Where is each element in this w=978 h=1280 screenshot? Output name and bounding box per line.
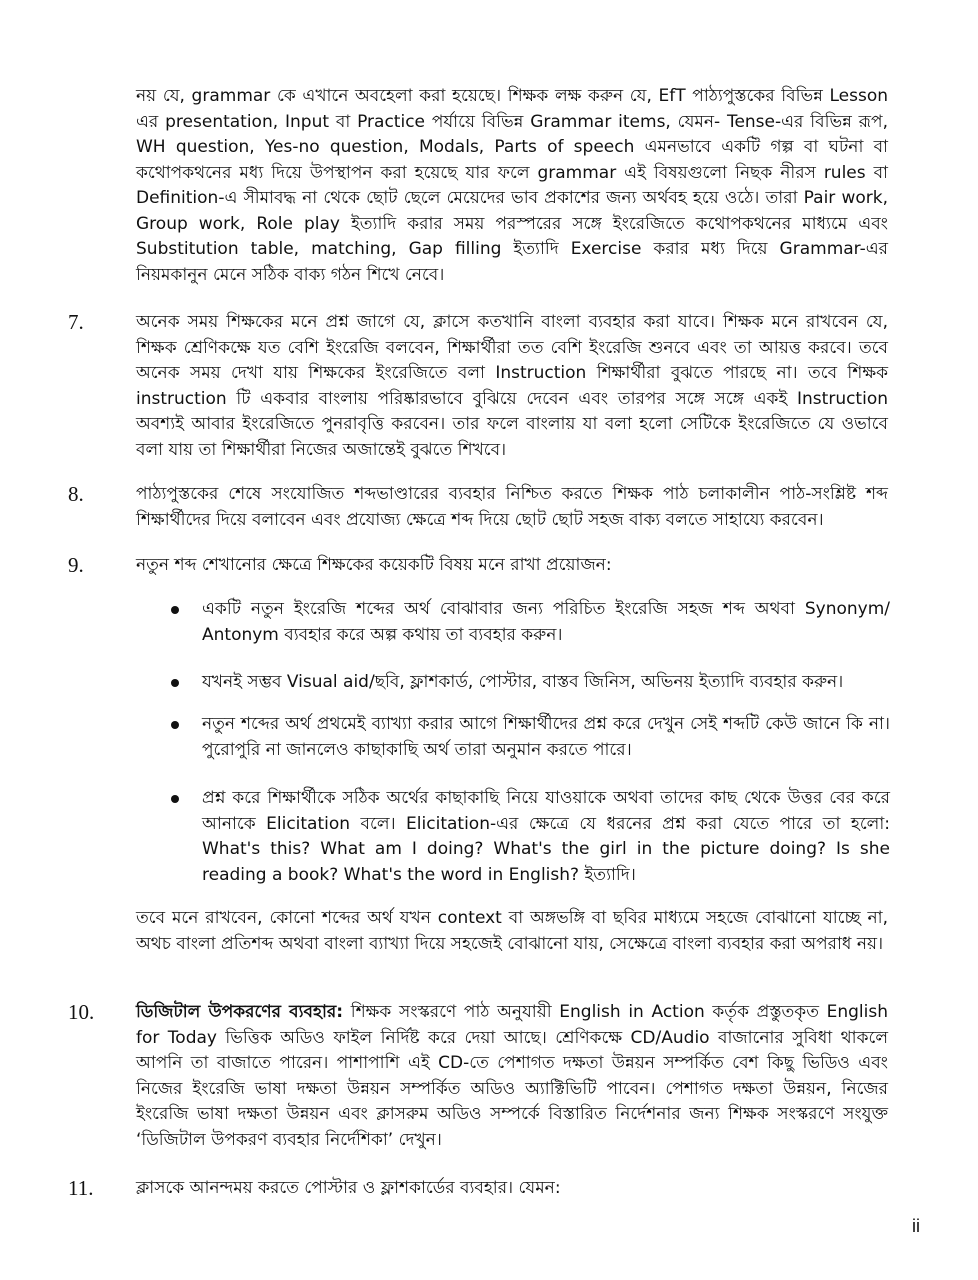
item-body: শিক্ষক সংস্করণে পাঠ অনুযায়ী English in Action কর্তৃক প্রস্তুতকৃত English for Today ভিত্তিক অডিও ফাইল নির্দিষ্ট করে দেয়া আছে। শ্রেণিকক্ষে CD/Audio বাজানোর সুবিধা থাকলে আপনি তা বাজাতে পারেন। পাশাপাশি এই CD-তে পেশাগত দক্ষতা উন্নয়ন সম্পর্কিত বেশ কিছু ভিডিও এবং নিজের ইংরেজি ভাষা দক্ষতা উন্নয়ন সম্পর্কিত অডিও অ্যাক্টিভিটি পাবেন। পেশাগত দক্ষতা উন্নয়ন, নিজের ইংরেজি ভাষা দক্ষতা উন্নয়ন এবং ক্লাসরুম অডিও সম্পর্কে বিস্তারিত নির্দেশনার জন্য শিক্ষক সংস্করণে সংযুক্ত ‘ডিজিটাল উপকরণ ব্যবহার নির্দেশিকা’ দেখুন। [136,1002,889,1150]
bullet-dot [171,721,179,729]
intro-paragraph: নয় যে, grammar কে এখানে অবহেলা করা হয়েছে। শিক্ষক লক্ষ করুন যে, EfT পাঠ্যপুস্তকের বিভিন্ন Lesson এর presentation, Input বা Practice পর্যায়ে বিভিন্ন Grammar items, যেমন- Tense-এর বিভিন্ন রূপ, WH question, Yes-no question, Modals, Parts of speech এমনভাবে একটি গল্প বা ঘটনা বা কথোপকথনের মধ্য দিয়ে উপস্থাপন করা হয়েছে যার ফলে grammar এই বিষয়গুলো নিছক নীরস rules বা Definition-এ সীমাবদ্ধ না থেকে ছোট ছেলে মেয়েদের ভাব প্রকাশের জন্য অর্থবহ হয়ে ওঠে। তারা Pair work, Group work, Role play ইত্যাদি করার সময় পরস্পরের সঙ্গে ইংরেজিতে কথোপকথনের মাধ্যমে এবং Substitution table, matching, Gap filling ইত্যাদি Exercise করার মধ্য দিয়ে Grammar-এর নিয়মকানুন মেনে সঠিক বাক্য গঠন শিখে নেবে। [136,86,888,285]
bullet-text: নতুন শব্দের অর্থ প্রথমেই ব্যাখ্যা করার আগে শিক্ষার্থীদের প্রশ্ন করে দেখুন সেই শব্দটি কেউ জানে কি না। পুরোপুরি না জানলেও কাছাকাছি অর্থ তারা অনুমান করতে পারে। [202,714,890,760]
item-text [136,1000,888,1153]
bullet-dot [171,679,179,687]
item-text: ক্লাসকে আনন্দময় করতে পোস্টার ও ফ্লাশকার্ডের ব্যবহার। যেমন: [136,1178,561,1198]
item-text: নতুন শব্দ শেখানোর ক্ষেত্রে শিক্ষকের কয়েকটি বিষয় মনে রাখা প্রয়োজন: [136,555,612,575]
item-number: 9. [68,553,84,577]
item-text: পাঠ্যপুস্তকের শেষে সংযোজিত শব্দভাণ্ডারের ব্যবহার নিশ্চিত করতে শিক্ষক পাঠ চলাকালীন পাঠ-সংশ্লিষ্ট শব্দ শিক্ষার্থীদের দিয়ে বলাবেন এবং প্রযোজ্য ক্ষেত্রে শব্দ দিয়ে ছোট ছোট সহজ বাক্য বলতে সাহায্যে করবেন। [136,484,888,530]
bullet-dot [171,606,179,614]
item-number: 8. [68,482,84,506]
note-paragraph: তবে মনে রাখবেন, কোনো শব্দের অর্থ যখন context বা অঙ্গভঙ্গি বা ছবির মাধ্যমে সহজে বোঝানো যাচ্ছে না, অথচ বাংলা প্রতিশব্দ অথবা বাংলা ব্যাখ্যা দিয়ে সহজেই বোঝানো যায়, সেক্ষেত্রে বাংলা ব্যবহার করা অপরাধ নয়। [136,908,888,954]
item-number: 10. [68,1000,95,1024]
item-number: 11. [68,1176,94,1200]
item-text: অনেক সময় শিক্ষকের মনে প্রশ্ন জাগে যে, ক্লাসে কতখানি বাংলা ব্যবহার করা যাবে। শিক্ষক মনে রাখবেন যে, শিক্ষক শ্রেণিকক্ষে যত বেশি ইংরেজি বলবেন, শিক্ষার্থীরা তত বেশি ইংরেজি শুনবে এবং তা আয়ত্ত করবে। তবে অনেক সময় দেখা যায় শিক্ষকের ইংরেজিতে বলা Instruction শিক্ষার্থীরা বুঝতে পারছে না। তবে শিক্ষক instruction টি একবার বাংলায় পরিষ্কারভাবে বুঝিয়ে দেবেন এবং তারপর সঙ্গে সঙ্গে একই Instruction অবশ্যই আবার ইংরেজিতে পুনরাবৃত্তি করবেন। তার ফলে বাংলায় যা বলা হলো সেটিকে ইংরেজিতে যে ওভাবে বলা যায় তা শিক্ষার্থীরা নিজের অজান্তেই বুঝতে শিখবে। [136,312,888,460]
page-number: ii [912,1216,920,1236]
bullet-text: একটি নতুন ইংরেজি শব্দের অর্থ বোঝাবার জন্য পরিচিত ইংরেজি সহজ শব্দ অথবা Synonym/ Antonym ব্যবহার করে অল্প কথায় তা ব্যবহার করুন। [202,599,890,645]
item-heading: ডিজিটাল উপকরণের ব্যবহার: [136,1002,344,1022]
item-number: 7. [68,310,84,334]
bullet-text: প্রশ্ন করে শিক্ষার্থীকে সঠিক অর্থের কাছাকাছি নিয়ে যাওয়াকে অথবা তাদের কাছ থেকে উত্তর বের করে আনাকে Elicitation বলে। Elicitation-এর ক্ষেত্রে যে ধরনের প্রশ্ন করা যেতে পারে তা হলো: What's this? What am I doing? What's the girl in the picture doing? Is she reading a book? What's the word in English? ইত্যাদি। [202,788,890,885]
bullet-text: যখনই সম্ভব Visual aid/ছবি, ফ্লাশকার্ড, পোস্টার, বাস্তব জিনিস, অভিনয় ইত্যাদি ব্যবহার করুন। [202,672,844,692]
bullet-dot [171,795,179,803]
